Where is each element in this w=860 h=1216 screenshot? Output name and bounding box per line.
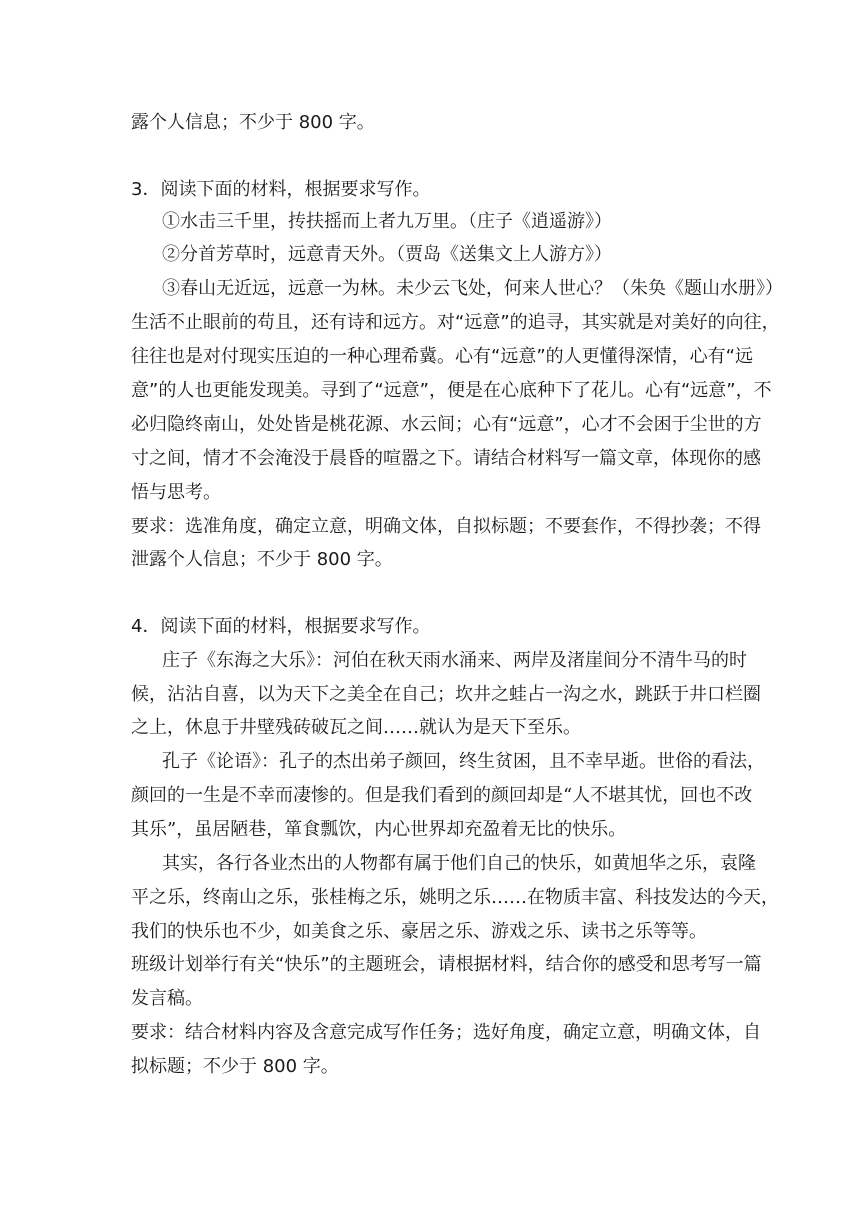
question-3-body-line: 往往也是对付现实压迫的一种心理希冀。心有“远意”的人更懂得深情，心有“远: [131, 346, 753, 367]
question-3-body-line: 寸之间，情才不会淹没于晨昏的喧嚣之下。请结合材料写一篇文章，体现你的感: [131, 448, 761, 469]
question-4-material-3-line: 平之乐，终南山之乐，张桂梅之乐，姚明之乐……在物质丰富、科技发达的今天，: [131, 887, 779, 908]
question-3-quote-1: ①水击三千里，抟扶摇而上者九万里。（庄子《逍遥游》）: [162, 211, 612, 232]
question-4-task-line: 班级计划举行有关“快乐”的主题班会，请根据材料，结合你的感受和思考写一篇: [131, 954, 762, 975]
question-3-quote-3: ③春山无近远，远意一为林。未少云飞处，何来人世心？（朱奂《题山水册》）: [162, 278, 783, 299]
question-4-requirement-line: 要求：结合材料内容及含意完成写作任务；选好角度，确定立意，明确文体，自: [131, 1022, 761, 1043]
question-3-body-line: 意”的人也更能发现美。寻到了“远意”，便是在心底种下了花儿。心有“远意”，不: [131, 380, 772, 401]
question-4-material-1-line: 庄子《东海之大乐》：河伯在秋天雨水涌来、两岸及渚崖间分不清牛马的时: [162, 650, 747, 671]
question-4-task-line: 发言稿。: [131, 988, 203, 1009]
question-4-requirement-line: 拟标题；不少于 800 字。: [131, 1056, 339, 1077]
question-4-material-2-line: 孔子《论语》：孔子的杰出弟子颜回，终生贫困，且不幸早逝。世俗的看法，: [162, 751, 765, 772]
question-4-material-2-line: 颜回的一生是不幸而凄惨的。但是我们看到的颜回却是“人不堪其忧，回也不改: [131, 785, 753, 806]
question-3-requirement-line: 泄露个人信息；不少于 800 字。: [131, 549, 393, 570]
question-3-body-line: 悟与思考。: [131, 482, 221, 503]
question-3-requirement-line: 要求：选准角度，确定立意，明确文体，自拟标题；不要套作，不得抄袭；不得: [131, 516, 761, 537]
question-4-material-1-line: 候，沾沾自喜，以为天下之美全在自己；坎井之蛙占一沟之水，跳跃于井口栏圈: [131, 684, 761, 705]
question-3-body-line: 必归隐终南山，处处皆是桃花源、水云间；心有“远意”，心才不会困于尘世的方: [131, 414, 762, 435]
previous-question-requirement-tail: 露个人信息；不少于 800 字。: [131, 112, 375, 133]
question-4-material-1-line: 之上，休息于井壁残砖破瓦之间……就认为是天下至乐。: [131, 717, 581, 738]
question-4-material-2-line: 其乐”，虽居陋巷，箪食瓢饮，内心世界却充盈着无比的快乐。: [131, 819, 627, 840]
question-3-body-line: 生活不止眼前的苟且，还有诗和远方。对“远意”的追寻，其实就是对美好的向往，: [131, 312, 780, 333]
question-4-prompt: 4．阅读下面的材料，根据要求写作。: [131, 616, 431, 637]
question-4-material-3-line: 我们的快乐也不少，如美食之乐、豪居之乐、游戏之乐、读书之乐等等。: [131, 921, 707, 942]
question-4-material-3-line: 其实，各行各业杰出的人物都有属于他们自己的快乐，如黄旭华之乐，袁隆: [162, 853, 756, 874]
question-3-quote-2: ②分首芳草时，远意青天外。（贾岛《送集文上人游方》）: [162, 244, 612, 265]
question-3-prompt: 3．阅读下面的材料，根据要求写作。: [131, 179, 431, 200]
